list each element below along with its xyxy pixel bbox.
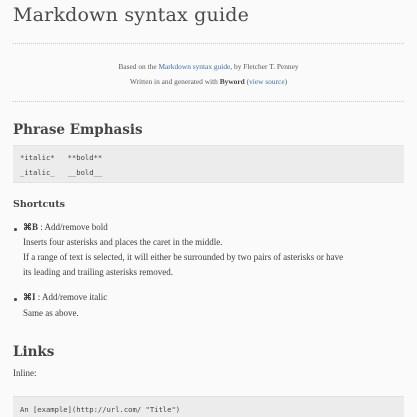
emphasis-code-block	[13, 145, 404, 183]
bullet-icon	[14, 298, 17, 301]
generator-prefix: Written in and generated with	[129, 77, 220, 86]
generator-paren-close: )	[284, 77, 288, 86]
byword-app-name: Byword	[219, 77, 245, 86]
links-code-block	[13, 396, 404, 417]
bullet-icon	[14, 228, 17, 231]
page-title: Markdown syntax guide	[13, 4, 250, 26]
shortcut-description: If a range of text is selected, it will either be surrounded by two pairs of asterisks or have	[23, 252, 344, 262]
shortcut-label: : Add/remove italic	[35, 292, 108, 302]
view-source-link[interactable]: view source	[249, 77, 285, 86]
generator-credit	[13, 77, 404, 86]
bottom-divider	[13, 101, 404, 102]
shortcut-bold-title	[23, 222, 108, 233]
subheading-shortcuts: Shortcuts	[13, 199, 65, 210]
generator-paren-open: (	[244, 77, 250, 86]
shortcut-description: Inserts four asterisks and places the caret in the middle.	[23, 237, 223, 247]
shortcut-description: Same as above.	[23, 308, 79, 318]
source-credit	[13, 62, 404, 71]
inline-label: Inline:	[13, 368, 37, 378]
shortcut-label: : Add/remove bold	[38, 222, 108, 232]
code-line: _italic_ __bold__	[20, 168, 103, 177]
credit-prefix: Based on the	[118, 62, 159, 71]
top-divider	[13, 43, 404, 44]
section-heading-phrase-emphasis: Phrase Emphasis	[13, 122, 143, 138]
shortcut-key: ⌘I	[23, 292, 36, 302]
code-line: An [example](http://url.com/ "Title")	[20, 405, 181, 414]
markdown-guide-link[interactable]: Markdown syntax guide	[158, 62, 231, 71]
shortcut-description: its leading and trailing asterisks removed.	[23, 267, 173, 277]
code-line: *italic* **bold**	[20, 153, 103, 162]
shortcut-italic-title	[23, 292, 107, 303]
shortcut-key: ⌘B	[23, 222, 39, 232]
section-heading-links: Links	[13, 344, 55, 360]
credit-suffix: , by Fletcher T. Penney	[230, 62, 299, 71]
